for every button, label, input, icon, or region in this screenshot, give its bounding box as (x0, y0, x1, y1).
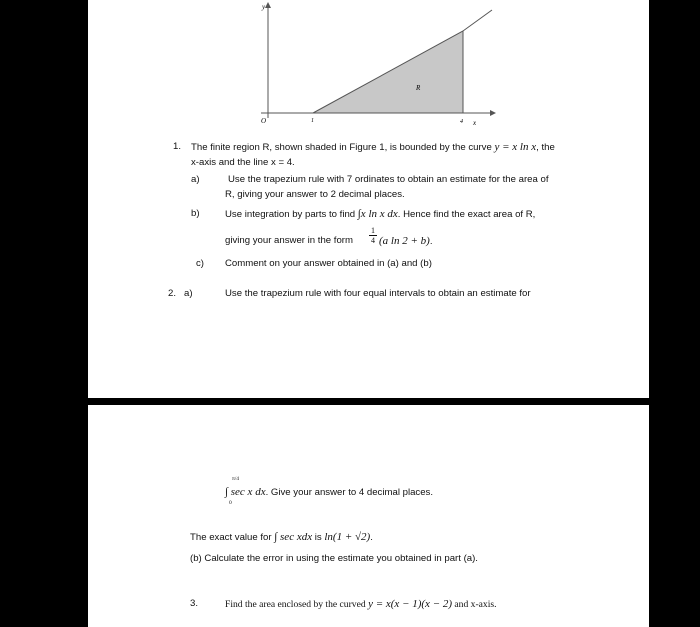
q1-number: 1. (173, 141, 182, 152)
region-r-label: R (416, 84, 421, 92)
q1-stem-a: The finite region R, shown shaded in Figure 1, is bounded by the curve (191, 142, 492, 153)
q2-integral-1-line (225, 486, 433, 499)
q1-b-text-3: giving your answer in the form (225, 235, 353, 246)
q2-integral-1: ∫ sec x dx (225, 486, 266, 498)
tick-label-1: 1 (311, 118, 314, 124)
q2-a-text: Use the trapezium rule with four equal intervals to obtain an estimate for (225, 288, 531, 299)
q1-b-line1 (225, 208, 535, 221)
q2-limit-lower: 0 (229, 500, 232, 506)
x-axis-label: x (473, 119, 477, 127)
q1-b-form: (a ln 2 + b) (379, 235, 430, 247)
q2-integral-1-tail: . Give your answer to 4 decimal places. (265, 487, 434, 498)
q1-c-text: Comment on your answer obtained in (a) and (b) (225, 258, 432, 269)
q1-b-fraction-num: 1 (371, 226, 375, 235)
q1-stem-b: , the (536, 142, 555, 153)
q1-curve: y = x ln x (494, 141, 537, 153)
q2-integral-2: ∫ sec xdx (274, 531, 313, 543)
document-page-2 (88, 405, 649, 627)
y-axis-arrow (265, 2, 271, 8)
q1-b-text-1: Use integration by parts to find (225, 209, 356, 220)
q2-exact-tail: . (370, 532, 373, 543)
q1-b-label: b) (191, 208, 200, 219)
q1-c-label: c) (196, 258, 204, 269)
q2-limit-upper: π/4 (232, 476, 240, 482)
q3-text-a: Find the area enclosed by the curved (225, 599, 366, 610)
q1-b-form-wrap (379, 235, 432, 248)
y-axis-label: y (262, 3, 266, 11)
q2-exact-line (190, 531, 373, 544)
q1-a-text-2: R, giving your answer to 2 decimal places. (225, 189, 405, 200)
q1-a-label: a) (191, 174, 200, 185)
q1-b-text-2: . Hence find the exact area of R, (397, 209, 536, 220)
q1-b-fraction-den: 4 (371, 236, 375, 245)
q1-stem (191, 141, 555, 154)
q2-a-label: a) (184, 288, 193, 299)
tick-label-4: 4 (460, 119, 463, 125)
q2-exact-value: ln(1 + √2) (324, 531, 371, 543)
document-page-1 (88, 0, 649, 398)
q3-curve: y = x(x − 1)(x − 2) (368, 598, 453, 610)
figure-1-graph (88, 0, 649, 130)
q3-line (225, 598, 497, 611)
origin-label: O (261, 117, 267, 125)
q2-b-text: (b) Calculate the error in using the estimate you obtained in part (a). (190, 553, 478, 564)
q3-text-b: and x-axis. (454, 599, 497, 610)
x-axis-arrow (490, 110, 496, 116)
q1-b-text-4: . (429, 236, 433, 247)
q2-exact-text: The exact value for (190, 532, 272, 543)
q3-number: 3. (190, 598, 199, 609)
q2-exact-is: is (314, 532, 322, 543)
q1-a-text-1: Use the trapezium rule with 7 ordinates to obtain an estimate for the area of (228, 174, 549, 185)
q1-b-fraction (369, 226, 377, 245)
q1-stem-line2: x-axis and the line x = 4. (191, 157, 295, 168)
q1-b-integral: ∫x ln x dx (357, 208, 398, 220)
q2-number: 2. (168, 288, 177, 299)
